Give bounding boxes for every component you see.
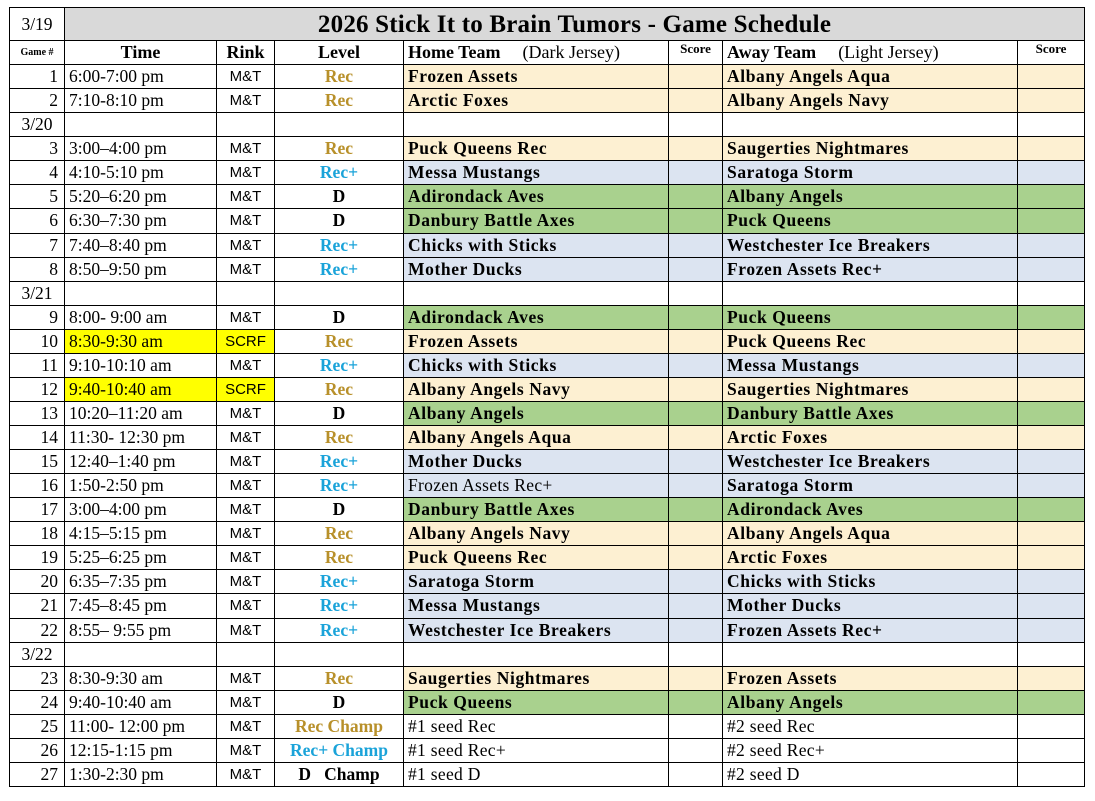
home-team: Westchester Ice Breakers (404, 618, 669, 642)
game-level: D (275, 498, 404, 522)
game-number: 8 (10, 257, 65, 281)
game-rink: M&T (217, 209, 275, 233)
home-team: Danbury Battle Axes (404, 498, 669, 522)
away-team: Saratoga Storm (723, 474, 1018, 498)
game-number: 13 (10, 401, 65, 425)
home-team: Chicks with Sticks (404, 353, 669, 377)
home-team: Adirondack Aves (404, 305, 669, 329)
date-label: 3/20 (10, 113, 65, 137)
game-row (10, 329, 1085, 353)
home-team: Adirondack Aves (404, 185, 669, 209)
game-number: 14 (10, 426, 65, 450)
game-number: 23 (10, 666, 65, 690)
header-time: Time (65, 41, 217, 65)
game-time: 11:30- 12:30 pm (65, 426, 217, 450)
empty-away (723, 113, 1018, 137)
game-time: 8:30-9:30 am (65, 329, 217, 353)
game-number: 6 (10, 209, 65, 233)
game-time: 5:25–6:25 pm (65, 546, 217, 570)
game-level: Rec+ (275, 570, 404, 594)
home-score[interactable] (669, 666, 723, 690)
empty-time (65, 113, 217, 137)
game-rink: M&T (217, 474, 275, 498)
home-score[interactable] (669, 329, 723, 353)
game-time: 10:20–11:20 am (65, 401, 217, 425)
home-team: Saratoga Storm (404, 570, 669, 594)
game-row (10, 738, 1085, 762)
home-team: Messa Mustangs (404, 161, 669, 185)
game-row (10, 209, 1085, 233)
header-home-note: (Dark Jersey) (522, 42, 620, 63)
home-team: #1 seed Rec+ (404, 738, 669, 762)
game-number: 4 (10, 161, 65, 185)
away-score[interactable] (1018, 690, 1085, 714)
away-team: Arctic Foxes (723, 546, 1018, 570)
away-score[interactable] (1018, 666, 1085, 690)
game-time: 7:10-8:10 pm (65, 89, 217, 113)
game-time: 9:10-10:10 am (65, 353, 217, 377)
game-number: 26 (10, 738, 65, 762)
game-rink: M&T (217, 546, 275, 570)
home-score[interactable] (669, 137, 723, 161)
game-time: 7:40–8:40 pm (65, 233, 217, 257)
game-level: Rec+ (275, 233, 404, 257)
game-number: 7 (10, 233, 65, 257)
empty-level (275, 113, 404, 137)
game-level: Rec (275, 89, 404, 113)
game-row (10, 690, 1085, 714)
header-game: Game # (10, 41, 65, 65)
away-score[interactable] (1018, 377, 1085, 401)
home-score[interactable] (669, 618, 723, 642)
home-team: #1 seed D (404, 762, 669, 786)
game-time: 8:50–9:50 pm (65, 257, 217, 281)
game-number: 22 (10, 618, 65, 642)
game-time: 6:35–7:35 pm (65, 570, 217, 594)
game-row (10, 353, 1085, 377)
game-rink: M&T (217, 738, 275, 762)
game-time: 4:10-5:10 pm (65, 161, 217, 185)
game-row (10, 570, 1085, 594)
date-row (10, 281, 1085, 305)
home-score[interactable] (669, 377, 723, 401)
home-score[interactable] (669, 714, 723, 738)
home-score[interactable] (669, 353, 723, 377)
game-level: Rec+ (275, 474, 404, 498)
header-row (10, 41, 1085, 65)
schedule-table (9, 7, 1085, 787)
game-time: 11:00- 12:00 pm (65, 714, 217, 738)
game-number: 12 (10, 377, 65, 401)
away-team: Frozen Assets Rec+ (723, 257, 1018, 281)
header-away-team (723, 41, 1018, 65)
empty-level (275, 642, 404, 666)
empty-rink (217, 113, 275, 137)
home-score[interactable] (669, 233, 723, 257)
away-team: Albany Angels Navy (723, 89, 1018, 113)
away-score[interactable] (1018, 353, 1085, 377)
game-level: D (275, 690, 404, 714)
away-team: Westchester Ice Breakers (723, 450, 1018, 474)
game-rink: SCRF (217, 329, 275, 353)
away-team: Saugerties Nightmares (723, 377, 1018, 401)
game-level: Rec (275, 65, 404, 89)
home-team: Mother Ducks (404, 257, 669, 281)
game-level: Rec+ (275, 353, 404, 377)
game-number: 25 (10, 714, 65, 738)
game-level: Rec+ (275, 618, 404, 642)
game-level: Rec+ (275, 161, 404, 185)
home-team: Puck Queens Rec (404, 546, 669, 570)
game-time: 6:30–7:30 pm (65, 209, 217, 233)
away-team: Danbury Battle Axes (723, 401, 1018, 425)
game-number: 24 (10, 690, 65, 714)
empty-home-score (669, 113, 723, 137)
game-row (10, 65, 1085, 89)
home-team: Saugerties Nightmares (404, 666, 669, 690)
game-number: 27 (10, 762, 65, 786)
header-home-team (404, 41, 669, 65)
home-score[interactable] (669, 450, 723, 474)
game-level: D (275, 209, 404, 233)
page-title: 2026 Stick It to Brain Tumors - Game Schedule (65, 8, 1085, 41)
home-score[interactable] (669, 690, 723, 714)
empty-home-score (669, 281, 723, 305)
empty-level (275, 281, 404, 305)
away-score[interactable] (1018, 738, 1085, 762)
game-row (10, 474, 1085, 498)
game-row (10, 89, 1085, 113)
away-team: Arctic Foxes (723, 426, 1018, 450)
game-rink: M&T (217, 570, 275, 594)
away-team: Adirondack Aves (723, 498, 1018, 522)
home-score[interactable] (669, 65, 723, 89)
game-row (10, 450, 1085, 474)
away-team: Saugerties Nightmares (723, 137, 1018, 161)
date-row (10, 642, 1085, 666)
game-time: 3:00–4:00 pm (65, 498, 217, 522)
away-team: Albany Angels (723, 690, 1018, 714)
away-team: Mother Ducks (723, 594, 1018, 618)
game-level: Rec+ (275, 594, 404, 618)
empty-home (404, 642, 669, 666)
home-team: Chicks with Sticks (404, 233, 669, 257)
game-number: 16 (10, 474, 65, 498)
empty-time (65, 642, 217, 666)
header-home-label: Home Team (408, 42, 501, 63)
away-score[interactable] (1018, 137, 1085, 161)
game-rink: M&T (217, 65, 275, 89)
away-score[interactable] (1018, 426, 1085, 450)
home-score[interactable] (669, 185, 723, 209)
away-team: Chicks with Sticks (723, 570, 1018, 594)
game-level: Rec (275, 522, 404, 546)
home-score[interactable] (669, 161, 723, 185)
game-rink: M&T (217, 450, 275, 474)
away-team: Albany Angels Aqua (723, 522, 1018, 546)
game-row (10, 546, 1085, 570)
home-team: Albany Angels (404, 401, 669, 425)
game-level: D (275, 305, 404, 329)
date-label: 3/21 (10, 281, 65, 305)
header-home-score: Score (669, 41, 723, 65)
home-team: Puck Queens Rec (404, 137, 669, 161)
game-level: Rec (275, 377, 404, 401)
game-rink: M&T (217, 161, 275, 185)
away-score[interactable] (1018, 89, 1085, 113)
home-score[interactable] (669, 498, 723, 522)
game-number: 2 (10, 89, 65, 113)
game-level: Rec+ Champ (275, 738, 404, 762)
game-level: Rec (275, 137, 404, 161)
away-team: Albany Angels Aqua (723, 65, 1018, 89)
game-time: 7:45–8:45 pm (65, 594, 217, 618)
game-rink: M&T (217, 89, 275, 113)
away-score[interactable] (1018, 594, 1085, 618)
home-team: Puck Queens (404, 690, 669, 714)
game-row (10, 762, 1085, 786)
home-team: Frozen Assets Rec+ (404, 474, 669, 498)
away-score[interactable] (1018, 329, 1085, 353)
game-time: 9:40-10:40 am (65, 690, 217, 714)
home-score[interactable] (669, 305, 723, 329)
empty-away (723, 642, 1018, 666)
away-score[interactable] (1018, 762, 1085, 786)
away-team: #2 seed Rec (723, 714, 1018, 738)
away-score[interactable] (1018, 618, 1085, 642)
empty-home (404, 281, 669, 305)
home-team: Mother Ducks (404, 450, 669, 474)
game-level: Rec (275, 329, 404, 353)
title-row (10, 8, 1085, 41)
game-number: 9 (10, 305, 65, 329)
home-team: Frozen Assets (404, 65, 669, 89)
game-row (10, 666, 1085, 690)
empty-rink (217, 642, 275, 666)
home-score[interactable] (669, 426, 723, 450)
game-number: 5 (10, 185, 65, 209)
away-score[interactable] (1018, 161, 1085, 185)
header-rink: Rink (217, 41, 275, 65)
game-number: 17 (10, 498, 65, 522)
game-rink: M&T (217, 257, 275, 281)
empty-home-score (669, 642, 723, 666)
home-team: Arctic Foxes (404, 89, 669, 113)
away-team: Frozen Assets (723, 666, 1018, 690)
game-number: 11 (10, 353, 65, 377)
away-team: #2 seed Rec+ (723, 738, 1018, 762)
game-time: 6:00-7:00 pm (65, 65, 217, 89)
empty-away (723, 281, 1018, 305)
date-cell: 3/19 (10, 8, 65, 41)
game-time: 5:20–6:20 pm (65, 185, 217, 209)
home-score[interactable] (669, 570, 723, 594)
home-score[interactable] (669, 546, 723, 570)
game-time: 9:40-10:40 am (65, 377, 217, 401)
game-number: 15 (10, 450, 65, 474)
game-rink: M&T (217, 666, 275, 690)
empty-home (404, 113, 669, 137)
away-team: #2 seed D (723, 762, 1018, 786)
home-score[interactable] (669, 401, 723, 425)
empty-away-score (1018, 281, 1085, 305)
game-rink: M&T (217, 353, 275, 377)
game-number: 1 (10, 65, 65, 89)
home-score[interactable] (669, 89, 723, 113)
game-rink: M&T (217, 305, 275, 329)
game-level: D (275, 185, 404, 209)
date-label: 3/22 (10, 642, 65, 666)
home-score[interactable] (669, 522, 723, 546)
game-row (10, 498, 1085, 522)
game-rink: M&T (217, 714, 275, 738)
away-score[interactable] (1018, 65, 1085, 89)
away-score[interactable] (1018, 450, 1085, 474)
game-row (10, 137, 1085, 161)
game-rink: M&T (217, 690, 275, 714)
header-away-note: (Light Jersey) (838, 42, 939, 63)
game-row (10, 161, 1085, 185)
empty-rink (217, 281, 275, 305)
game-row (10, 233, 1085, 257)
empty-away-score (1018, 642, 1085, 666)
header-level: Level (275, 41, 404, 65)
away-team: Westchester Ice Breakers (723, 233, 1018, 257)
home-team: Albany Angels Aqua (404, 426, 669, 450)
away-team: Puck Queens (723, 305, 1018, 329)
game-number: 3 (10, 137, 65, 161)
game-level: D (275, 401, 404, 425)
header-away-label: Away Team (727, 42, 817, 63)
game-rink: M&T (217, 498, 275, 522)
away-team: Puck Queens Rec (723, 329, 1018, 353)
home-score[interactable] (669, 738, 723, 762)
game-row (10, 618, 1085, 642)
game-level: D Champ (275, 762, 404, 786)
game-time: 8:55– 9:55 pm (65, 618, 217, 642)
game-time: 3:00–4:00 pm (65, 137, 217, 161)
game-rink: M&T (217, 594, 275, 618)
game-number: 19 (10, 546, 65, 570)
game-rink: M&T (217, 137, 275, 161)
game-level: Rec Champ (275, 714, 404, 738)
game-rink: M&T (217, 185, 275, 209)
game-number: 18 (10, 522, 65, 546)
game-row (10, 185, 1085, 209)
away-team: Puck Queens (723, 209, 1018, 233)
home-team: #1 seed Rec (404, 714, 669, 738)
game-time: 12:15-1:15 pm (65, 738, 217, 762)
game-level: Rec+ (275, 450, 404, 474)
game-row (10, 426, 1085, 450)
away-team: Messa Mustangs (723, 353, 1018, 377)
away-score[interactable] (1018, 209, 1085, 233)
game-time: 8:30-9:30 am (65, 666, 217, 690)
schedule-body (10, 65, 1085, 787)
away-score[interactable] (1018, 474, 1085, 498)
game-row (10, 401, 1085, 425)
away-score[interactable] (1018, 257, 1085, 281)
home-team: Albany Angels Navy (404, 377, 669, 401)
game-rink: M&T (217, 401, 275, 425)
home-score[interactable] (669, 257, 723, 281)
home-team: Messa Mustangs (404, 594, 669, 618)
away-score[interactable] (1018, 714, 1085, 738)
game-level: Rec (275, 546, 404, 570)
game-row (10, 522, 1085, 546)
away-team: Frozen Assets Rec+ (723, 618, 1018, 642)
game-time: 8:00- 9:00 am (65, 305, 217, 329)
game-rink: M&T (217, 762, 275, 786)
game-row (10, 377, 1085, 401)
game-rink: M&T (217, 233, 275, 257)
game-time: 1:30-2:30 pm (65, 762, 217, 786)
game-number: 21 (10, 594, 65, 618)
game-time: 4:15–5:15 pm (65, 522, 217, 546)
away-score[interactable] (1018, 546, 1085, 570)
away-team: Albany Angels (723, 185, 1018, 209)
game-rink: M&T (217, 618, 275, 642)
game-rink: SCRF (217, 377, 275, 401)
game-level: Rec (275, 426, 404, 450)
game-rink: M&T (217, 522, 275, 546)
away-score[interactable] (1018, 522, 1085, 546)
game-number: 10 (10, 329, 65, 353)
game-time: 1:50-2:50 pm (65, 474, 217, 498)
home-score[interactable] (669, 762, 723, 786)
home-score[interactable] (669, 209, 723, 233)
away-score[interactable] (1018, 570, 1085, 594)
game-row (10, 305, 1085, 329)
home-score[interactable] (669, 474, 723, 498)
home-score[interactable] (669, 594, 723, 618)
away-team: Saratoga Storm (723, 161, 1018, 185)
game-row (10, 714, 1085, 738)
away-score[interactable] (1018, 233, 1085, 257)
game-rink: M&T (217, 426, 275, 450)
game-number: 20 (10, 570, 65, 594)
game-row (10, 594, 1085, 618)
away-score[interactable] (1018, 498, 1085, 522)
away-score[interactable] (1018, 305, 1085, 329)
home-team: Danbury Battle Axes (404, 209, 669, 233)
game-row (10, 257, 1085, 281)
header-away-score: Score (1018, 41, 1085, 65)
date-row (10, 113, 1085, 137)
game-level: Rec (275, 666, 404, 690)
empty-time (65, 281, 217, 305)
away-score[interactable] (1018, 185, 1085, 209)
home-team: Frozen Assets (404, 329, 669, 353)
game-level: Rec+ (275, 257, 404, 281)
game-time: 12:40–1:40 pm (65, 450, 217, 474)
away-score[interactable] (1018, 401, 1085, 425)
home-team: Albany Angels Navy (404, 522, 669, 546)
empty-away-score (1018, 113, 1085, 137)
